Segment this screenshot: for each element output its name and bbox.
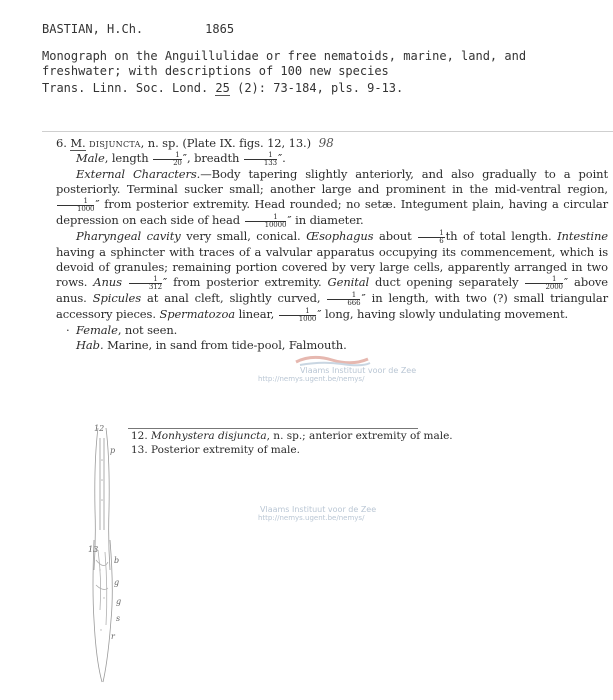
entry-heading: 6. M. disjuncta, n. sp. (Plate IX. figs. 12, 13.) 98 (56, 136, 334, 150)
watermark-org: Vlaams Instituut voor de Zee (300, 366, 417, 375)
entry-plate: (Plate IX. figs. 12, 13.) (182, 136, 311, 150)
figure-label-13: 13 (88, 545, 99, 554)
male-dimensions: Male, length $\frac{1}{20}$ ″, breadth $\frac{1}{133}$ ″. (76, 151, 286, 167)
figure-label-12: 12 (94, 424, 105, 433)
entry-genus: M. (70, 136, 86, 150)
divider-top (42, 131, 613, 132)
figure-label-g: g (114, 578, 120, 587)
fraction-male-length: $\frac{1}{20}$ (153, 152, 182, 167)
card-author: BASTIAN, H.Ch. (42, 22, 144, 36)
handwritten-page-number: 98 (318, 136, 334, 150)
external-characters: External Characters.—Body tapering slightly anteriorly, and also gradually to a point posteriorly. Terminal sucker small; another large and prominent in the mid-ventral region, $\frac{1}{1000}$ ″ from posterior extremity. Head rounded; no setæ. Integument plain, having a circular depression on each side of head $\frac{1}{10000}$ ″ in diameter. (56, 167, 608, 229)
watermark-org-lower: Vlaams Instituut voor de Zee (260, 505, 377, 514)
figure-label-r: r (111, 632, 115, 641)
figure-label-s: s (116, 614, 121, 623)
watermark-url-lower: http://nemys.ugent.be/nemys/ (258, 514, 365, 522)
catalogue-card (0, 0, 613, 128)
card-reference (42, 81, 403, 96)
card-year: 1865 (205, 22, 235, 36)
card-title: Monograph on the Anguillulidae or free nematoids, marine, land, and freshwater; with descriptions of 100 new species (42, 49, 527, 78)
internal-anatomy: Pharyngeal cavity very small, conical. Œsophagus about $\frac{1}{6}$ th of total length. Intestine having a sphincter with traces of a valvular apparatus occupying its commencement, which is devoid of granules; remaining portion covered by very large cells, apparently arranged in two rows. Anus $\frac{1}{312}$ ″ from posterior extremity. Genital duct opening separately $\frac{1}{2000}$ ″ above anus. Spicules at anal cleft, slightly curved, $\frac{1}{666}$ ″ in length, with two (?) small triangular accessory pieces. Spermatozoa linear, $\frac{1}{1000}$ ″ long, having slowly undulating movement. (56, 228, 609, 323)
figure-captions (131, 429, 453, 457)
card-ref-suffix: (2): 73-184, pls. 9-13. (237, 81, 404, 95)
watermark-url: http://nemys.ugent.be/nemys/ (258, 375, 365, 383)
species-description (56, 136, 608, 353)
figure-label-p: p (110, 446, 116, 455)
card-ref-volume: 25 (215, 81, 230, 95)
nematode-figure (78, 420, 128, 690)
figure-label-g2: g (116, 597, 122, 606)
entry-species: disjuncta (89, 136, 141, 150)
caption-13: 13. Posterior extremity of male. (131, 444, 300, 456)
card-author-line (42, 22, 234, 37)
caption-12: 12. Monhystera disjuncta, n. sp.; anterior extremity of male. (131, 430, 453, 442)
habitat: Hab. Marine, in sand from tide-pool, Falmouth. (76, 337, 347, 352)
fraction-male-breadth: $\frac{1}{133}$ (244, 152, 277, 167)
card-ref-prefix: Trans. Linn. Soc. Lond. (42, 81, 209, 95)
female-note: · Female, not seen. (56, 323, 608, 338)
bullet-dot: · (66, 322, 70, 337)
figure-label-b: b (114, 556, 120, 565)
